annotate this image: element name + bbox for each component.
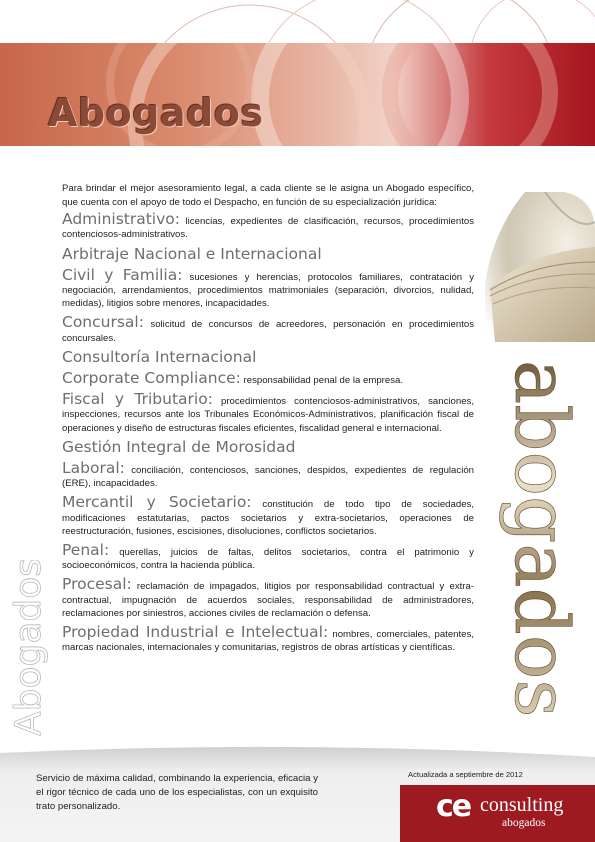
practice-area [62,391,474,435]
practice-area-description: solicitud de concursos de acreedores, personación en procedimientos concursales. [62,319,475,344]
practice-area-description: nombres, comerciales, patentes, marcas nacionales, internacionales y comunitarias, registros de obras artísticas y científicas. [62,629,474,654]
practice-area [62,542,474,572]
main-content [62,182,474,658]
svg-text:Abogados: Abogados [8,560,49,736]
practice-area-title: Procesal: [62,575,132,594]
practice-area-title: Mercantil y Societario: [62,493,252,512]
practice-area-title: Consultoría Internacional [62,347,257,366]
practice-area-title: Corporate Compliance: [62,369,241,388]
practice-area-description: querellas, juicios de faltas, delitos societarios, contra el patrimonio y socioeconómicos, contra la hacienda pública. [62,547,474,572]
practice-area-title: Fiscal y Tributario: [62,390,213,409]
practice-area [62,370,474,387]
tagline: Servicio de máxima calidad, combinando la experiencia, eficacia y el rigor técnico de cada uno de los especialistas, con un exquisito trato personalizado. [36,773,318,812]
company-logo [400,785,595,842]
practice-areas-list [62,211,474,654]
updated-date: Actualizada a septiembre de 2012 [408,770,523,779]
practice-area [62,494,474,538]
practice-area [62,460,474,490]
practice-area-description: reclamación de impagados, litigios por responsabilidad contractual y extra-contractual, impugnación de acuerdos sociales, responsabilidad de administradores, reclamaciones por siniestros, acciones civiles de reclamación o defensa. [62,581,475,619]
logo-mark: ce [436,789,471,824]
practice-area [62,211,474,241]
practice-area [62,439,474,456]
top-decoration [0,0,595,45]
page-title: Abogados [48,91,264,135]
logo-word: consulting [480,794,564,816]
practice-area-description: procedimientos contenciosos-administrativos, sanciones, inspecciones, recursos ante los Tribunales Económicos-Administrativos, planificación fiscal de operaciones y diseño de estructuras fiscales eficientes, fiscalidad general e internacional. [62,396,474,434]
practice-area-title: Penal: [62,541,110,560]
practice-area-title: Concursal: [62,313,144,332]
practice-area-description: conciliación, contenciosos, sanciones, despidos, expedientes de regulación (ERE), incapacidades. [62,465,474,490]
vertical-logo-word [478,350,595,730]
practice-area [62,246,474,263]
practice-area-description: licencias, expedientes de clasificación, recursos, procedimientos contenciosos-administrativos. [62,216,475,241]
practice-area-title: Gestión Integral de Morosidad [62,437,296,456]
intro-paragraph: Para brindar el mejor asesoramiento legal, a cada cliente se le asigna un Abogado específico, que cuenta con el apoyo de todo el Despacho, en función de su especialización jurídica: [62,183,474,208]
practice-area [62,624,474,654]
practice-area-title: Laboral: [62,459,125,478]
practice-area-title: Propiedad Industrial e Intelectual: [62,623,329,642]
circle-ornament-top [0,0,595,45]
logo-subword: abogados [502,817,546,829]
practice-area [62,314,474,344]
practice-area [62,267,474,311]
practice-area-title: Administrativo: [62,210,180,229]
practice-area-description: responsabilidad penal de la empresa. [243,375,404,387]
practice-area [62,349,474,366]
practice-area [62,576,474,620]
practice-area-description: constitución de todo tipo de sociedades, modificaciones estatutarias, pactos societarios y extra-societarios, operaciones de reestructuración, fusiones, escisiones, disoluciones, conflictos societarios. [62,499,474,537]
book-photo [485,192,595,342]
practice-area-description: sucesiones y herencias, protocolos familiares, contratación y negociación, arrendamientos, procedimientos matrimoniales (separación, divorcios, nulidad, medidas), litigios sobre menores, incapacidades. [62,271,474,310]
practice-area-title: Civil y Familia: [62,265,183,284]
header-banner [0,43,595,146]
svg-text:abogados: abogados [498,360,584,718]
side-watermark-word [4,560,49,740]
practice-area-title: Arbitraje Nacional e Internacional [62,244,322,263]
